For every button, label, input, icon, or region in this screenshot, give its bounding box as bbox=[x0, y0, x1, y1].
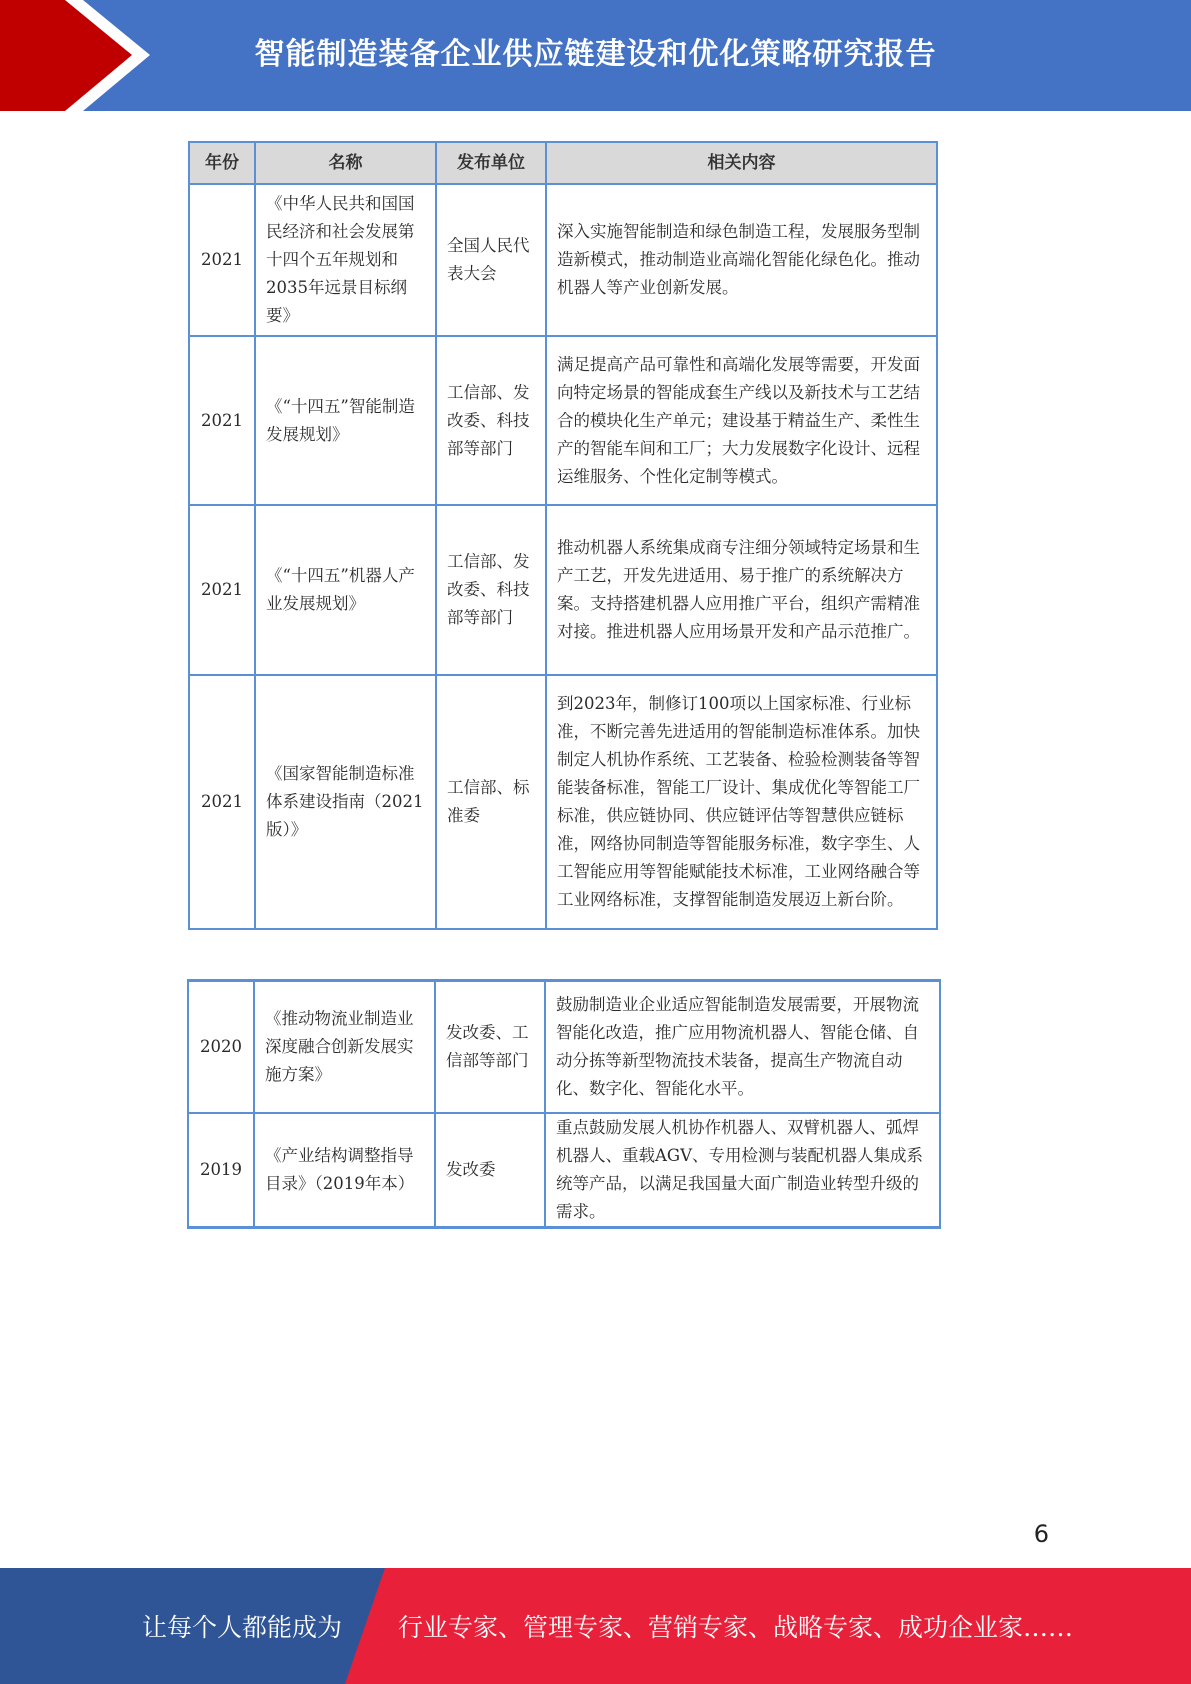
policy-table bbox=[188, 141, 938, 930]
header-name: 名称 bbox=[255, 142, 436, 184]
cell-issuer: 全国人民代表大会 bbox=[436, 184, 546, 336]
cell-content: 满足提高产品可靠性和高端化发展等需要，开发面向特定场景的智能成套生产线以及新技术与工艺结合的模块化生产单元；建设基于精益生产、柔性生产的智能车间和工厂；大力发展数字化设计、远程运维服务、个性化定制等模式。 bbox=[546, 336, 937, 505]
table-row bbox=[189, 184, 937, 336]
cell-year: 2021 bbox=[189, 505, 255, 675]
cell-issuer: 工信部、标准委 bbox=[436, 675, 546, 929]
header-year: 年份 bbox=[189, 142, 255, 184]
footer-slogan-left: 让每个人都能成为 bbox=[142, 1613, 343, 1642]
page-footer bbox=[0, 1568, 1191, 1684]
cell-name: 《“十四五”智能制造发展规划》 bbox=[255, 336, 436, 505]
cell-content: 重点鼓励发展人机协作机器人、双臂机器人、弧焊机器人、重载AGV、专用检测与装配机器人集成系统等产品，以满足我国量大面广制造业转型升级的需求。 bbox=[545, 1113, 940, 1228]
cell-year: 2021 bbox=[189, 336, 255, 505]
cell-issuer: 发改委 bbox=[435, 1113, 545, 1228]
table-row bbox=[189, 336, 937, 505]
footer-slogan-right: 行业专家、管理专家、营销专家、战略专家、成功企业家…… bbox=[398, 1613, 1074, 1642]
cell-issuer: 工信部、发改委、科技部等部门 bbox=[436, 505, 546, 675]
cell-name: 《中华人民共和国国民经济和社会发展第十四个五年规划和2035年远景目标纲要》 bbox=[255, 184, 436, 336]
header-content: 相关内容 bbox=[546, 142, 937, 184]
document-title: 智能制造装备企业供应链建设和优化策略研究报告 bbox=[254, 36, 937, 72]
cell-issuer: 工信部、发改委、科技部等部门 bbox=[436, 336, 546, 505]
cell-content: 深入实施智能制造和绿色制造工程，发展服务型制造新模式，推动制造业高端化智能化绿色化。推动机器人等产业创新发展。 bbox=[546, 184, 937, 336]
cell-name: 《“十四五”机器人产业发展规划》 bbox=[255, 505, 436, 675]
table-row bbox=[189, 675, 937, 929]
page-number: 6 bbox=[1033, 1520, 1049, 1548]
page-header bbox=[0, 0, 1191, 111]
cell-year: 2021 bbox=[189, 184, 255, 336]
cell-year: 2021 bbox=[189, 675, 255, 929]
cell-year: 2019 bbox=[188, 1113, 254, 1228]
policy-table-continued bbox=[187, 979, 941, 1229]
cell-name: 《推动物流业制造业深度融合创新发展实施方案》 bbox=[254, 981, 435, 1113]
cell-content: 鼓励制造业企业适应智能制造发展需要，开展物流智能化改造，推广应用物流机器人、智能仓储、自动分拣等新型物流技术装备，提高生产物流自动化、数字化、智能化水平。 bbox=[545, 981, 940, 1113]
cell-issuer: 发改委、工信部等部门 bbox=[435, 981, 545, 1113]
cell-content: 推动机器人系统集成商专注细分领域特定场景和生产工艺，开发先进适用、易于推广的系统解决方案。支持搭建机器人应用推广平台，组织产需精准对接。推进机器人应用场景开发和产品示范推广。 bbox=[546, 505, 937, 675]
header-issuer: 发布单位 bbox=[436, 142, 546, 184]
table-row bbox=[188, 981, 940, 1113]
table-row bbox=[189, 505, 937, 675]
cell-year: 2020 bbox=[188, 981, 254, 1113]
cell-content: 到2023年，制修订100项以上国家标准、行业标准，不断完善先进适用的智能制造标准体系。加快制定人机协作系统、工艺装备、检验检测装备等智能装备标准，智能工厂设计、集成优化等智能工厂标准，供应链协同、供应链评估等智慧供应链标准，网络协同制造等智能服务标准，数字孪生、人工智能应用等智能赋能技术标准，工业网络融合等工业网络标准，支撑智能制造发展迈上新台阶。 bbox=[546, 675, 937, 929]
cell-name: 《国家智能制造标准体系建设指南（2021版）》 bbox=[255, 675, 436, 929]
table-header-row bbox=[189, 142, 937, 184]
header-chevron-decoration bbox=[0, 0, 160, 111]
table-row bbox=[188, 1113, 940, 1228]
cell-name: 《产业结构调整指导目录》（2019年本） bbox=[254, 1113, 435, 1228]
